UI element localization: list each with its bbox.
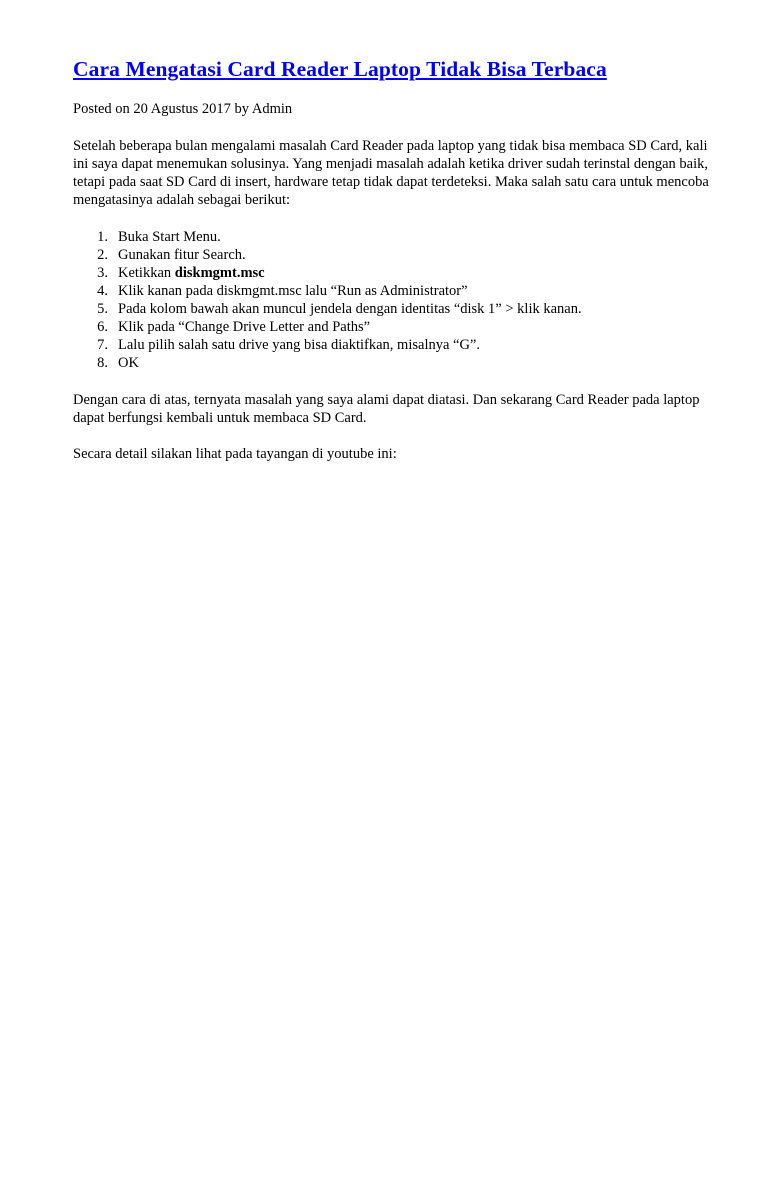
list-item: [73, 282, 713, 300]
list-item: [73, 246, 713, 264]
intro-paragraph: Setelah beberapa bulan mengalami masalah Card Reader pada laptop yang tidak bisa membaca SD Card, kali ini saya dapat menemukan solusinya. Yang menjadi masalah adalah ketika driver sudah terinstal dengan baik, tetapi pada saat SD Card di insert, hardware tetap tidak dapat terdeteksi. Maka salah satu cara untuk mencoba mengatasinya adalah sebagai berikut:: [73, 138, 709, 208]
list-item-number: 1.: [97, 229, 108, 245]
list-item-text: Klik pada “Change Drive Letter and Paths”: [118, 319, 371, 335]
video-note-paragraph: Secara detail silakan lihat pada tayangan di youtube ini:: [73, 446, 397, 462]
steps-list: [73, 228, 713, 372]
list-item-number: 8.: [97, 355, 108, 371]
post-meta: Posted on 20 Agustus 2017 by Admin: [73, 101, 293, 117]
list-item: [73, 354, 713, 372]
list-item-text: Buka Start Menu.: [118, 229, 221, 245]
list-item-number: 2.: [97, 247, 108, 263]
list-item: [73, 300, 713, 318]
list-item-number: 3.: [97, 265, 108, 281]
list-item-number: 5.: [97, 301, 108, 317]
list-item: [73, 318, 713, 336]
list-item-text: OK: [118, 355, 139, 371]
outro-paragraph: Dengan cara di atas, ternyata masalah yang saya alami dapat diatasi. Dan sekarang Card Reader pada laptop dapat berfungsi kembali untuk membaca SD Card.: [73, 392, 700, 426]
list-item-text: Lalu pilih salah satu drive yang bisa diaktifkan, misalnya “G”.: [118, 337, 480, 353]
article-title-link[interactable]: Cara Mengatasi Card Reader Laptop Tidak Bisa Terbaca: [73, 57, 607, 81]
list-item-text: Gunakan fitur Search.: [118, 247, 246, 263]
document-page: [73, 54, 713, 463]
list-item: [73, 228, 713, 246]
list-item-number: 6.: [97, 319, 108, 335]
list-item-number: 7.: [97, 337, 108, 353]
list-item-text: Klik kanan pada diskmgmt.msc lalu “Run as Administrator”: [118, 283, 468, 299]
list-item-text: Pada kolom bawah akan muncul jendela dengan identitas “disk 1” > klik kanan.: [118, 301, 582, 317]
list-item: [73, 264, 713, 282]
list-item: [73, 336, 713, 354]
list-item-text: Ketikkan: [118, 265, 175, 281]
list-item-number: 4.: [97, 283, 108, 299]
command-name: diskmgmt.msc: [174, 265, 265, 281]
